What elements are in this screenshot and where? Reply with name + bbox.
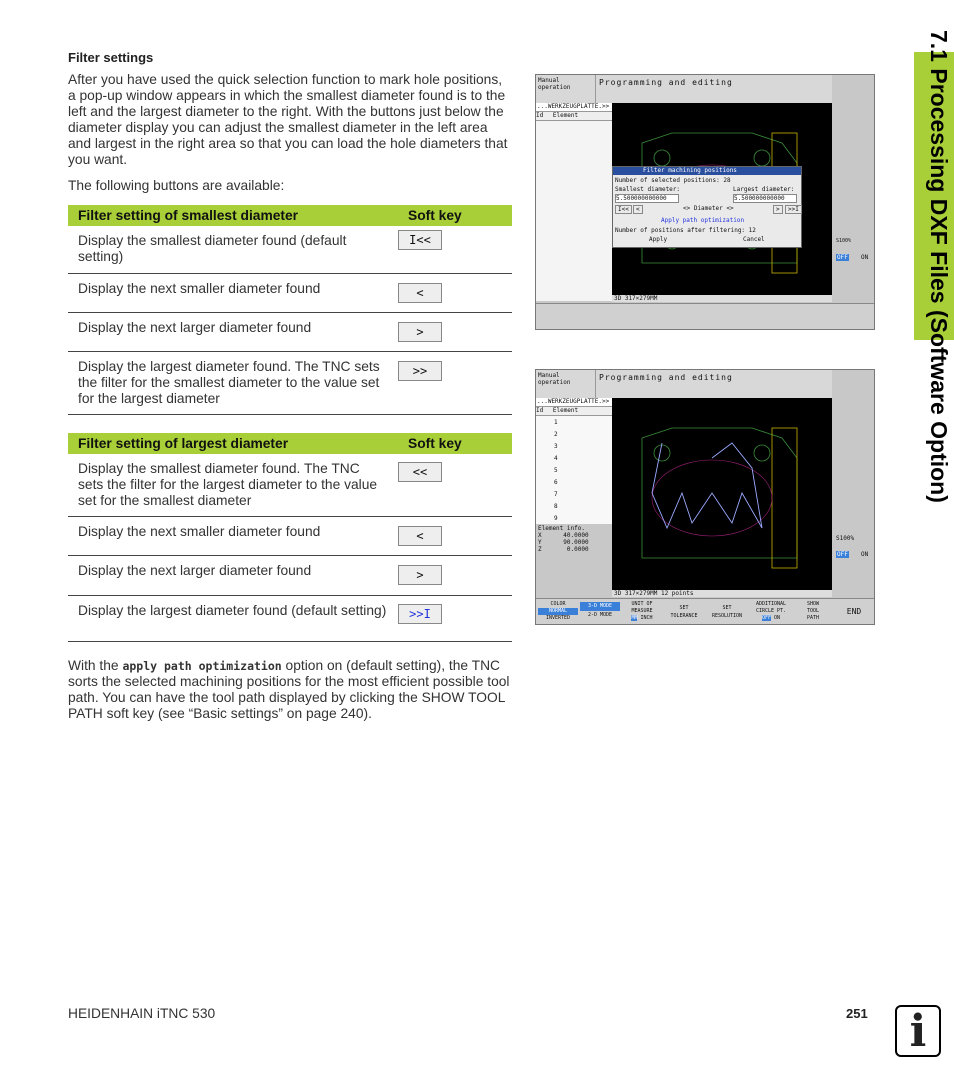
softkey-first[interactable]: << [398,462,442,482]
softkey-show-tool-path[interactable]: SHOW TOOL PATH [806,601,820,621]
apply-button[interactable]: Apply [649,236,668,243]
file-name: ...WERKZEUGPLATTE.>> [536,103,612,112]
off-indicator: OFF [837,551,848,558]
status-bar: 3D 317×279MM 12 points [612,590,832,597]
off-indicator: OFF [837,254,848,261]
list-item: 1 [554,419,558,426]
tool-path-drawing [612,398,832,590]
col-id: Id [536,112,544,119]
code-option: apply path optimization [122,659,282,673]
last-button[interactable]: >>I [785,205,802,214]
list-item: 5 [554,467,558,474]
info-icon: i [895,1005,941,1057]
table-cell: Display the largest diameter found. The TNC sets the filter for the smallest diameter to the value set for the largest diameter [68,351,398,414]
after-filter-count: Number of positions after filtering: 12 [615,227,756,234]
list-item: 6 [554,479,558,486]
col-id: Id [536,407,544,414]
col-element: Element [552,112,579,119]
screen-title: Programming and editing [596,370,832,398]
table-cell: Display the next smaller diameter found [68,273,398,312]
softkey-next[interactable]: > [398,565,442,585]
mode-label: Manual operation [536,75,596,103]
softkey-bar [536,303,875,330]
tnc-screen-tool-path [535,369,875,625]
softkey-last[interactable]: >>I [398,604,442,624]
diameter-label: <> Diameter <> [683,205,734,212]
table-cell: Display the smallest diameter found. The TNC sets the filter for the largest diameter to the value set for the smallest diameter [68,454,398,516]
next-button[interactable]: > [773,205,783,214]
list-item: 2 [554,431,558,438]
list-item: 7 [554,491,558,498]
section-heading: Filter settings [68,50,154,65]
table-header: Soft key [398,433,512,454]
softkey-next[interactable]: > [398,322,442,342]
table-cell: Display the next larger diameter found [68,312,398,351]
side-softkeys [834,400,874,590]
softkey-mode[interactable]: 3-D MODE 2-D MODE [580,602,620,620]
mode-label: Manual operation [536,370,596,398]
largest-label: Largest diameter: [733,186,795,193]
largest-diameter-table [68,433,512,642]
on-label: ON [861,254,869,261]
table-cell: Display the largest diameter found (default setting) [68,595,398,641]
softkey-color[interactable]: COLOR NORMAL INVERTED [538,601,578,622]
col-element: Element [552,407,579,414]
screen-title: Programming and editing [596,75,832,103]
available-text: The following buttons are available: [68,178,285,193]
chapter-title: 7.1 Processing DXF Files (Software Option) [926,30,952,503]
apply-path-checkbox[interactable]: Apply path optimization [661,217,745,224]
prev-button[interactable]: < [633,205,643,214]
dialog-title: Filter machining positions [613,167,801,175]
filter-dialog [612,166,802,248]
softkey-bar [536,598,875,625]
table-cell: Display the next smaller diameter found [68,516,398,555]
softkey-circle-pt[interactable]: ADDITIONAL CIRCLE PT. OFF ON [755,601,787,621]
list-item: 9 [554,515,558,522]
smallest-label: Smallest diameter: [615,186,681,193]
on-label: ON [861,551,869,558]
list-item: 4 [554,455,558,462]
intro-paragraph: After you have used the quick selection function to mark hole positions, a pop-up window appears in which the smallest diameter found is to the left and the largest diameter to the right. With the buttons just below the diameter display you can adjust the smallest diameter in the left area and largest in the right area so that you can load the hole diameters that you want. [68,72,508,167]
tnc-screen-filter-popup [535,74,875,330]
softkey-last[interactable]: >> [398,361,442,381]
outro-paragraph: With the apply path optimization option on (default setting), the TNC sorts the selected machining positions for the most efficient possible tool path. You can have the tool path displayed by clicking the SHOW TOOL PATH soft key (see “Basic settings” on page 240). [68,658,510,721]
s100-label: S100% [836,238,852,244]
table-cell: Display the next larger diameter found [68,555,398,595]
s100-label: S100% [836,535,855,542]
first-button[interactable]: I<< [615,205,632,214]
element-info: Element info. X 40.0000 Y 90.0000 Z 0.0000 [538,525,589,553]
footer-left: HEIDENHAIN iTNC 530 [68,1006,216,1021]
table-header: Soft key [398,205,512,226]
softkey-end[interactable]: END [846,607,862,616]
softkey-tolerance[interactable]: SET TOLERANCE [670,605,698,619]
side-softkeys [834,105,874,295]
softkey-resolution[interactable]: SET RESOLUTION [711,605,743,619]
smallest-diameter-field[interactable]: 5.500000000000 [615,194,679,203]
largest-diameter-field[interactable]: 5.500000000000 [733,194,797,203]
table-header: Filter setting of smallest diameter [68,205,398,226]
table-cell: Display the smallest diameter found (default setting) [68,226,398,273]
page-number: 251 [846,1006,868,1021]
list-item: 3 [554,443,558,450]
graphics-view [612,398,832,590]
table-header: Filter setting of largest diameter [68,433,398,454]
softkey-prev[interactable]: < [398,526,442,546]
element-list [536,416,612,524]
softkey-unit[interactable]: UNIT OF MEASURE MM INCH [631,601,653,621]
list-item: 8 [554,503,558,510]
smallest-diameter-table [68,205,512,415]
status-bar: 3D 317×279MM [612,295,832,302]
file-name: ...WERKZEUGPLATTE.>> [536,398,612,407]
cancel-button[interactable]: Cancel [743,236,765,243]
softkey-first[interactable]: I<< [398,230,442,250]
softkey-prev[interactable]: < [398,283,442,303]
selected-count: Number of selected positions: 28 [615,177,731,184]
